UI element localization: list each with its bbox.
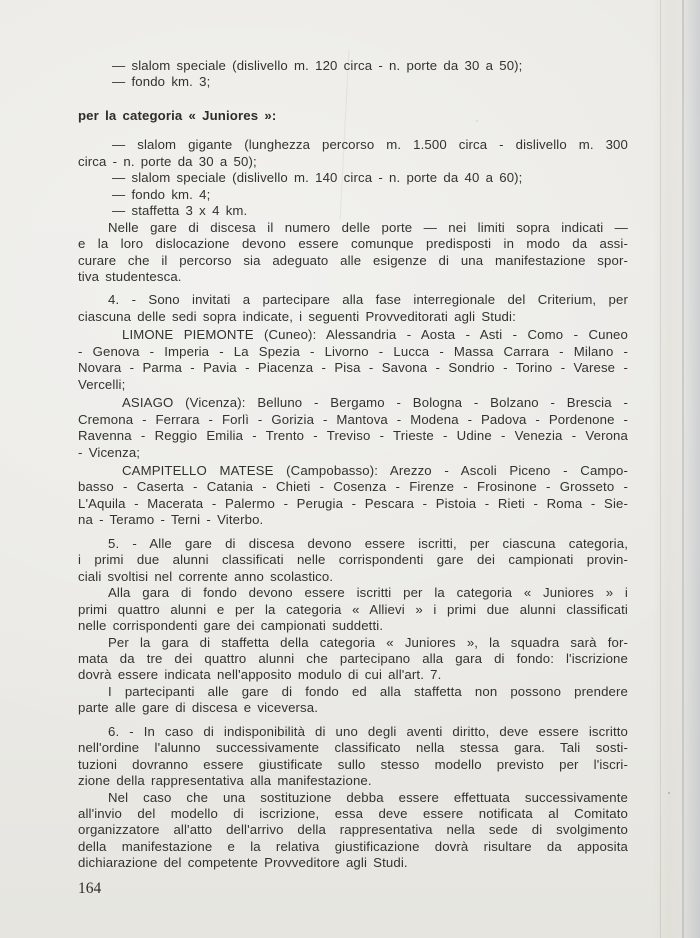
text-line: circa - n. porte da 30 a 50); [78, 153, 257, 169]
text-line: dichiarazione del competente Provveditore agli Studi. [78, 855, 408, 871]
text-line: e la loro dislocazione devono essere comunque predisposti in modo da assi- [78, 236, 628, 252]
text-line: - Vicenza; [78, 444, 141, 460]
text-line: Per la gara di staffetta della categoria « Juniores », la squadra sarà for- [108, 634, 628, 650]
page-text [78, 58, 628, 872]
text-line: organizzatore all'atto dell'arrivo della rappresentativa nella sede di svolgimento [78, 822, 628, 838]
text-line: Nel caso che una sostituzione debba essere effettuata successivamente [108, 789, 628, 805]
paragraph [78, 724, 628, 790]
paragraph [78, 137, 628, 170]
text-line: tiva studentesca. [78, 268, 182, 284]
page-edge-shadow [652, 0, 700, 938]
text-line: 5. - Alle gare di discesa devono essere iscritti, per ciascuna categoria, [108, 535, 628, 551]
page-edge-line [660, 0, 661, 938]
text-line: dovrà essere indicata nell'apposito modulo di cui all'art. 7. [78, 667, 442, 683]
text-line: Novara - Parma - Pavia - Piacenza - Pisa - Savona - Sondrio - Torino - Varese - [78, 360, 628, 376]
paragraph [78, 58, 628, 74]
text-line: primi quattro alunni e per la categoria « Allievi » i primi due alunni classificati [78, 601, 628, 617]
paragraph [78, 463, 628, 529]
page-edge-line [682, 0, 684, 938]
text-line: ciascuna delle sedi sopra indicate, i seguenti Provveditorati agli Studi: [78, 308, 516, 324]
section-heading [78, 108, 628, 124]
text-line: all'invio del modello di iscrizione, essa deve essere notificata al Comitato [78, 806, 628, 822]
text-line: Vercelli; [78, 376, 126, 392]
text-line: — fondo km. 3; [112, 74, 211, 90]
text-line: 4. - Sono invitati a partecipare alla fase interregionale del Criterium, per [108, 292, 628, 308]
text-line: per la categoria « Juniores »: [78, 107, 277, 123]
text-line: — slalom speciale (dislivello m. 140 circa - n. porte da 40 a 60); [112, 170, 523, 186]
text-line: Cremona - Ferrara - Forlì - Gorizia - Mantova - Modena - Padova - Pordenone - [78, 411, 628, 427]
text-line: — staffetta 3 x 4 km. [112, 203, 248, 219]
text-line: I partecipanti alle gare di fondo ed alla staffetta non possono prendere [108, 683, 628, 699]
text-line: — fondo km. 4; [112, 186, 211, 202]
paragraph [78, 203, 628, 219]
text-line: ASIAGO (Vicenza): Belluno - Bergamo - Bologna - Bolzano - Brescia - [122, 395, 628, 411]
paragraph [78, 536, 628, 585]
text-line: della manifestazione e la relativa giustificazione dovrà risultare da apposita [78, 838, 628, 854]
scan-speck [668, 792, 670, 794]
text-line: i primi due alunni classificati nelle corrispondenti gare dei campionati provin- [78, 552, 628, 568]
text-line: nelle corrispondenti gare dei campionati suddetti. [78, 618, 384, 634]
paragraph [78, 220, 628, 286]
text-line: parte alle gare di discesa e viceversa. [78, 700, 319, 716]
paragraph [78, 395, 628, 461]
text-line: L'Aquila - Macerata - Palermo - Perugia - Pescara - Pistoia - Rieti - Roma - Sie- [78, 495, 628, 511]
paragraph [78, 585, 628, 634]
paragraph [78, 74, 628, 90]
text-line: nell'ordine l'alunno successivamente classificato nella stessa gara. Tali sosti- [78, 740, 628, 756]
paragraph [78, 684, 628, 717]
text-line: mata da tre dei quattro alunni che partecipano alla gara di fondo: l'iscrizione [78, 650, 628, 666]
text-line: basso - Caserta - Catania - Chieti - Cosenza - Firenze - Frosinone - Grosseto - [78, 479, 628, 495]
text-line: na - Teramo - Terni - Viterbo. [78, 512, 264, 528]
text-line: - Genova - Imperia - La Spezia - Livorno - Lucca - Massa Carrara - Milano - [78, 343, 628, 359]
text-line: CAMPITELLO MATESE (Campobasso): Arezzo - Ascoli Piceno - Campo- [122, 462, 628, 478]
text-line: tuzioni dovranno essere giustificate sullo stesso modello previsto per l'iscri- [78, 756, 628, 772]
paragraph [78, 327, 628, 393]
text-line: ciali svoltisi nel corrente anno scolastico. [78, 568, 334, 584]
paragraph [78, 170, 628, 186]
paragraph [78, 187, 628, 203]
page-number: 164 [78, 880, 102, 897]
paragraph [78, 790, 628, 872]
text-line: Alla gara di fondo devono essere iscritti per la categoria « Juniores » i [108, 585, 628, 601]
paragraph [78, 292, 628, 325]
text-line: zione della rappresentativa alla manifestazione. [78, 773, 372, 789]
text-line: — slalom gigante (lunghezza percorso m. 1.500 circa - dislivello m. 300 [112, 137, 628, 153]
text-line: Ravenna - Reggio Emilia - Trento - Treviso - Trieste - Udine - Venezia - Verona [78, 428, 628, 444]
paragraph [78, 635, 628, 684]
text-line: 6. - In caso di indisponibilità di uno degli aventi diritto, deve essere iscritto [108, 723, 628, 739]
text-line: LIMONE PIEMONTE (Cuneo): Alessandria - Aosta - Asti - Como - Cuneo [122, 327, 628, 343]
text-line: Nelle gare di discesa il numero delle porte — nei limiti sopra indicati — [108, 219, 628, 235]
text-line: — slalom speciale (dislivello m. 120 circa - n. porte da 30 a 50); [112, 58, 523, 73]
text-line: curare che il percorso sia adeguato alle esigenze di una manifestazione spor- [78, 252, 628, 268]
